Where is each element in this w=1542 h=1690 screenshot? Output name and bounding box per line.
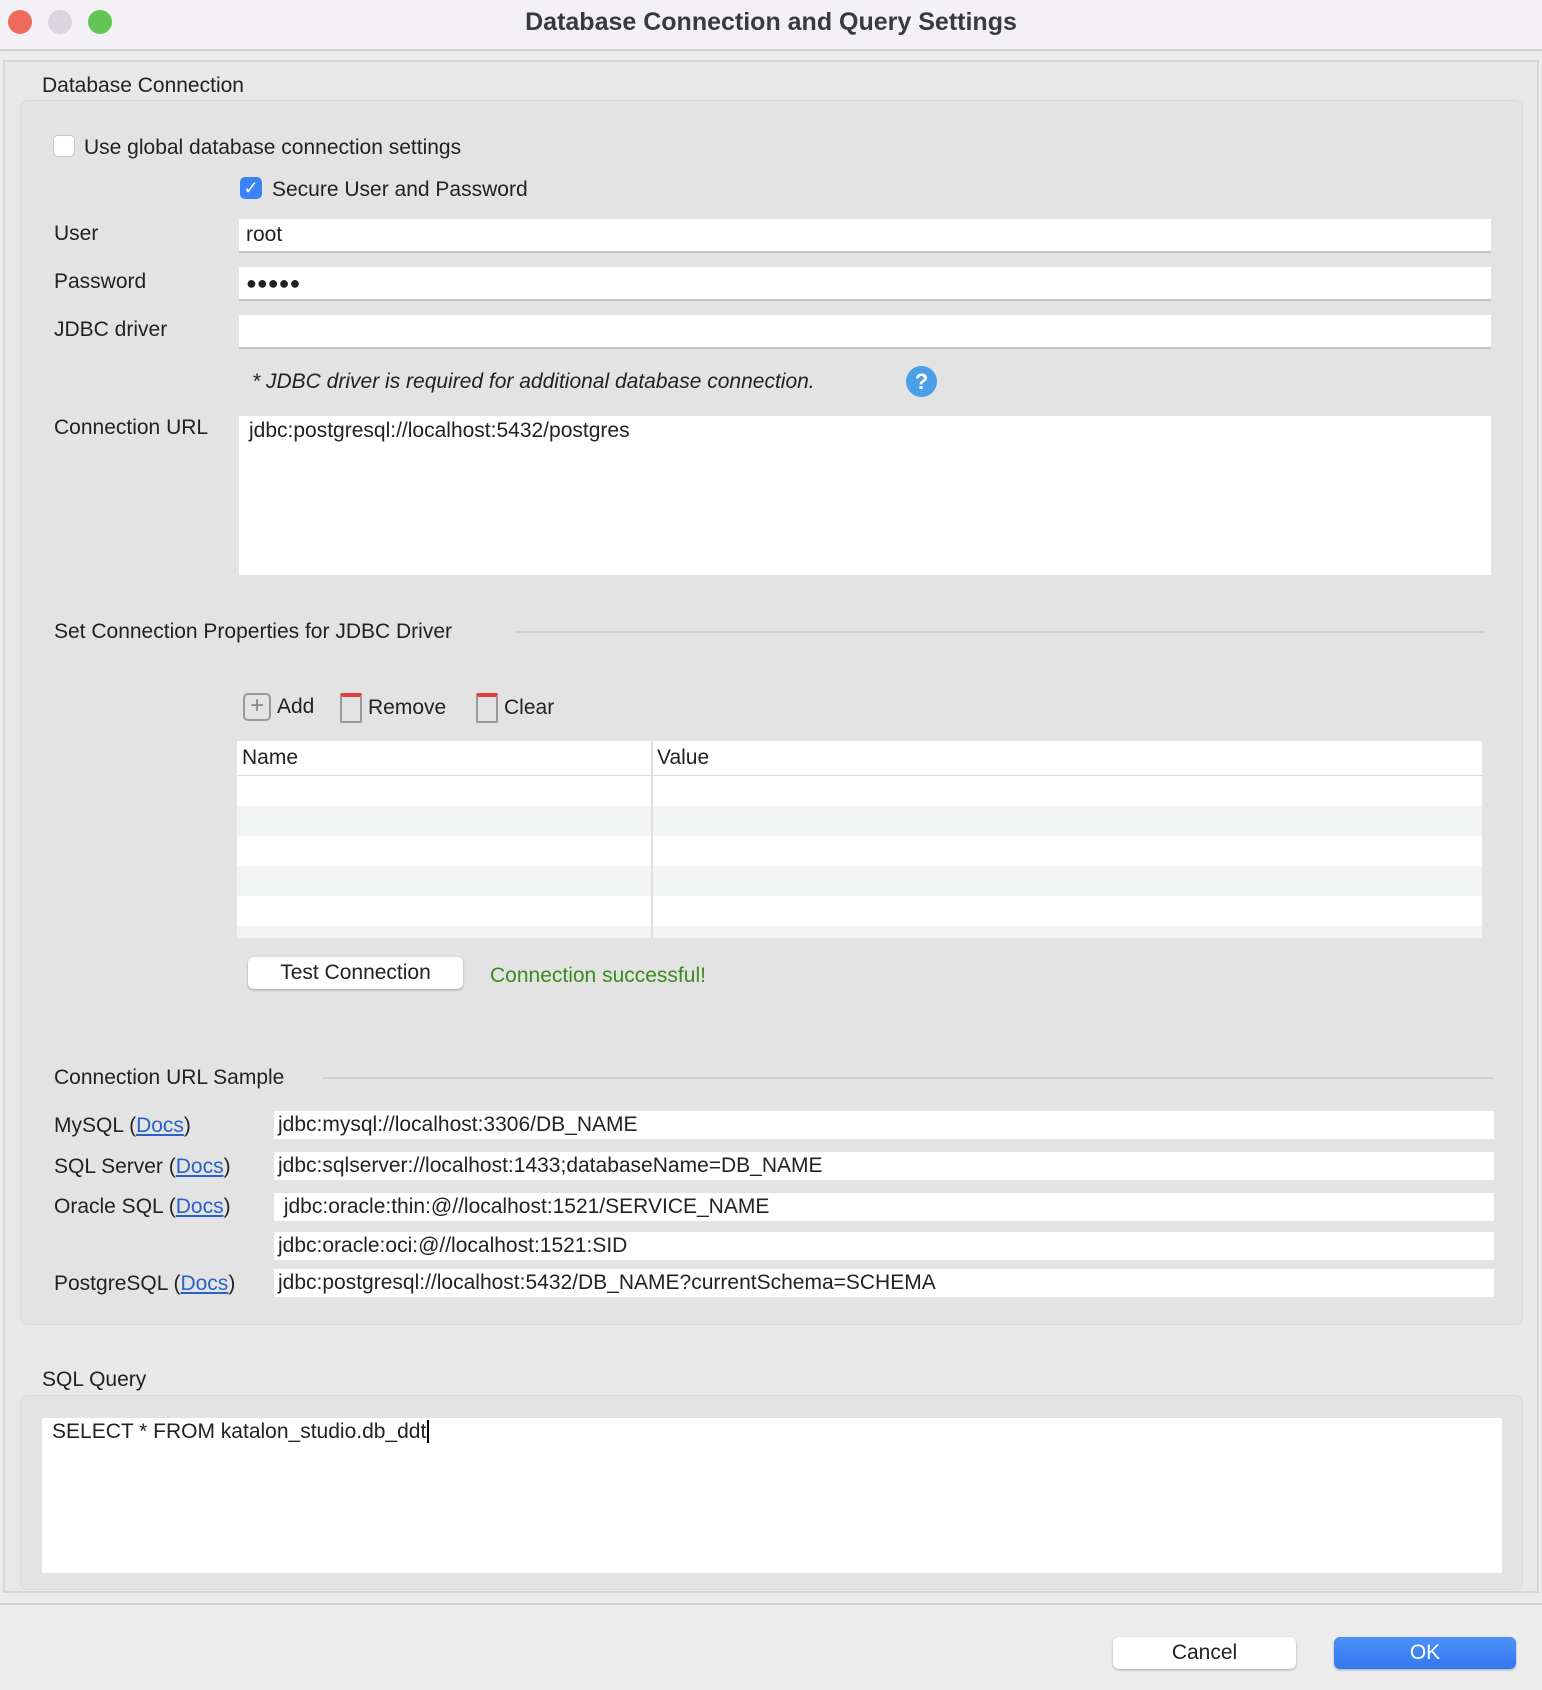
password-input[interactable]: ●●●●●	[239, 267, 1491, 301]
mysql-docs-link[interactable]: Docs	[136, 1114, 184, 1137]
database-connection-heading: Database Connection	[42, 74, 244, 97]
oracle-label: Oracle SQL (Docs)	[54, 1195, 231, 1218]
oracle-docs-link[interactable]: Docs	[175, 1195, 224, 1218]
jdbc-driver-label: JDBC driver	[54, 318, 168, 341]
secure-user-checkbox[interactable]: ✓	[240, 177, 262, 199]
sql-query-textarea[interactable]	[42, 1418, 1502, 1573]
help-icon[interactable]: ?	[906, 366, 937, 397]
secure-user-label: Secure User and Password	[272, 178, 528, 201]
oracle-thin-url[interactable]: jdbc:oracle:thin:@//localhost:1521/SERVICE_NAME	[274, 1193, 1494, 1221]
jdbc-driver-input[interactable]	[239, 315, 1491, 349]
table-row[interactable]	[237, 926, 1482, 938]
add-label: Add	[277, 695, 315, 718]
table-row[interactable]	[237, 866, 1482, 896]
user-label: User	[54, 222, 99, 245]
column-header-value[interactable]: Value	[657, 746, 710, 769]
password-label: Password	[54, 270, 147, 293]
url-sample-heading: Connection URL Sample	[54, 1066, 285, 1089]
sqlserver-docs-link[interactable]: Docs	[175, 1155, 224, 1178]
ok-button[interactable]: OK	[1334, 1637, 1516, 1669]
mysql-url[interactable]: jdbc:mysql://localhost:3306/DB_NAME	[274, 1111, 1494, 1139]
use-global-label: Use global database connection settings	[84, 136, 462, 159]
column-divider	[651, 741, 653, 938]
mysql-label: MySQL (Docs)	[54, 1114, 191, 1137]
header-divider	[237, 775, 1482, 776]
divider	[515, 631, 1484, 633]
remove-button[interactable]	[340, 693, 446, 723]
clear-button[interactable]	[476, 693, 554, 723]
user-input[interactable]: root	[239, 219, 1491, 253]
cancel-button[interactable]: Cancel	[1113, 1637, 1296, 1669]
column-header-name[interactable]: Name	[242, 746, 299, 769]
connection-url-label: Connection URL	[54, 416, 209, 439]
sqlserver-url[interactable]: jdbc:sqlserver://localhost:1433;databaseName=DB_NAME	[274, 1152, 1494, 1180]
trash-icon	[476, 693, 498, 723]
remove-label: Remove	[368, 696, 447, 719]
postgresql-label: PostgreSQL (Docs)	[54, 1272, 236, 1295]
test-connection-button[interactable]: Test Connection	[248, 957, 463, 989]
postgresql-url[interactable]: jdbc:postgresql://localhost:5432/DB_NAME?currentSchema=SCHEMA	[274, 1269, 1494, 1297]
title-bar	[0, 0, 1542, 51]
plus-icon: +	[243, 693, 271, 721]
sql-query-text: SELECT * FROM katalon_studio.db_ddt	[52, 1420, 427, 1443]
oracle-oci-url[interactable]: jdbc:oracle:oci:@//localhost:1521:SID	[274, 1232, 1494, 1260]
connection-properties-heading: Set Connection Properties for JDBC Driver	[54, 620, 452, 643]
properties-table[interactable]	[237, 741, 1482, 938]
connection-status: Connection successful!	[490, 964, 706, 987]
trash-icon	[340, 693, 362, 723]
text-cursor	[427, 1420, 429, 1443]
window-title: Database Connection and Query Settings	[525, 8, 1017, 36]
postgresql-docs-link[interactable]: Docs	[180, 1272, 229, 1295]
table-row[interactable]	[237, 806, 1482, 836]
divider	[323, 1077, 1494, 1079]
jdbc-note: * JDBC driver is required for additional database connection.	[252, 370, 815, 393]
sqlserver-label: SQL Server (Docs)	[54, 1155, 231, 1178]
footer-divider	[0, 1603, 1542, 1605]
add-button[interactable]	[243, 693, 314, 721]
sql-query-heading: SQL Query	[42, 1368, 147, 1391]
connection-url-textarea[interactable]: jdbc:postgresql://localhost:5432/postgres	[239, 416, 1491, 575]
use-global-checkbox[interactable]	[53, 135, 75, 157]
clear-label: Clear	[504, 696, 555, 719]
